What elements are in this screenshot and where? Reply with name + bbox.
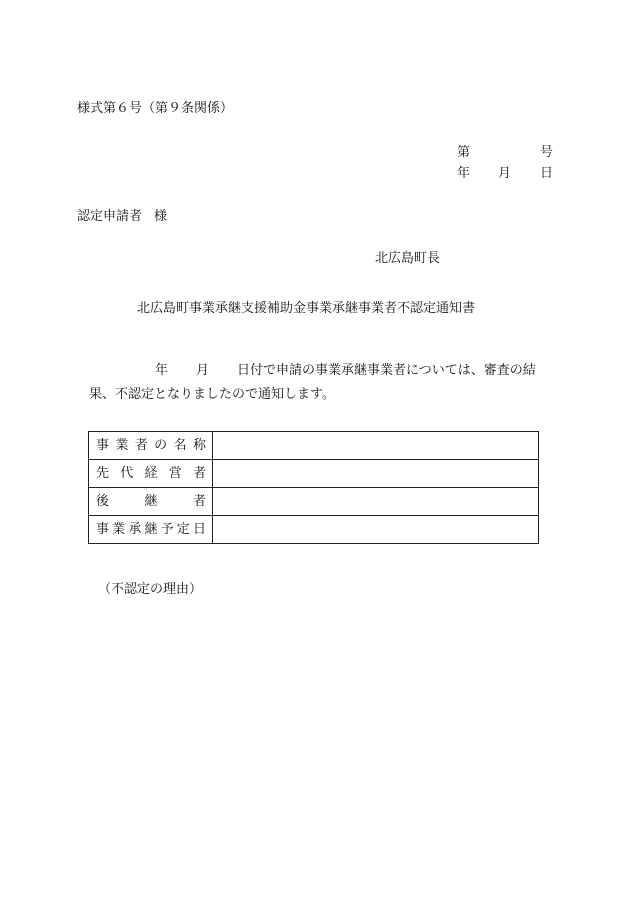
doc-number-prefix: 第: [457, 145, 471, 160]
body-month: 月: [196, 363, 210, 378]
table-label-char: 営: [168, 466, 182, 481]
table-label-char: 後: [96, 494, 110, 509]
table-label: [89, 467, 212, 480]
date-year-label: 年: [457, 166, 471, 181]
body-line-1: [155, 364, 536, 377]
body-line-2: 果、不認定となりましたので通知します。: [89, 387, 335, 402]
document-title: 北広島町事業承継支援補助金事業承継事業者不認定通知書: [137, 301, 476, 316]
date-month-label: 月: [498, 166, 512, 181]
table-label-char: 事: [96, 522, 110, 537]
table-label: [89, 495, 212, 508]
table-label-char: 者: [192, 466, 206, 481]
table-row: [89, 516, 539, 544]
reason-heading: （不認定の理由）: [98, 582, 203, 597]
table-label-char: 業: [112, 522, 126, 537]
table-label: [89, 523, 212, 536]
table-label-char: 事: [96, 438, 110, 453]
table-label-char: 継: [144, 494, 158, 509]
body-line1-rest: 日付で申請の事業承継事業者については、審査の結: [237, 363, 536, 378]
table-label: [89, 439, 212, 452]
body-year: 年: [155, 363, 169, 378]
table-label-char: 経: [144, 466, 158, 481]
table-label-char: 定: [176, 522, 190, 537]
doc-number-suffix: 号: [540, 145, 554, 160]
recipient-honorific: 様: [154, 209, 168, 224]
recipient-name: 認定申請者: [77, 209, 143, 224]
recipient: [77, 210, 167, 223]
table-row: [89, 460, 539, 488]
table-label-char: 承: [128, 522, 142, 537]
table-label-char: 継: [144, 522, 158, 537]
table-value-cell[interactable]: [213, 432, 539, 460]
table-label-cell: [89, 516, 213, 544]
table-label-cell: [89, 432, 213, 460]
table-value-cell[interactable]: [213, 516, 539, 544]
table-label-cell: [89, 460, 213, 488]
info-table: [88, 431, 539, 544]
table-label-char: 名: [173, 438, 187, 453]
form-number: 様式第６号（第９条関係）: [77, 101, 234, 116]
table-label-char: 代: [120, 466, 134, 481]
table-value-cell[interactable]: [213, 488, 539, 516]
table-label-char: 先: [96, 466, 110, 481]
table-label-char: 業: [115, 438, 129, 453]
table-label-char: 予: [160, 522, 174, 537]
table-label-char: 者: [134, 438, 148, 453]
table-value-cell[interactable]: [213, 460, 539, 488]
table-row: [89, 432, 539, 460]
table-label-cell: [89, 488, 213, 516]
table-row: [89, 488, 539, 516]
issuer: 北広島町長: [375, 251, 441, 266]
table-label-char: 称: [192, 438, 206, 453]
table-label-char: 者: [192, 494, 206, 509]
table-label-char: の: [154, 438, 168, 453]
date-day-label: 日: [540, 166, 554, 181]
table-label-char: 日: [192, 522, 206, 537]
